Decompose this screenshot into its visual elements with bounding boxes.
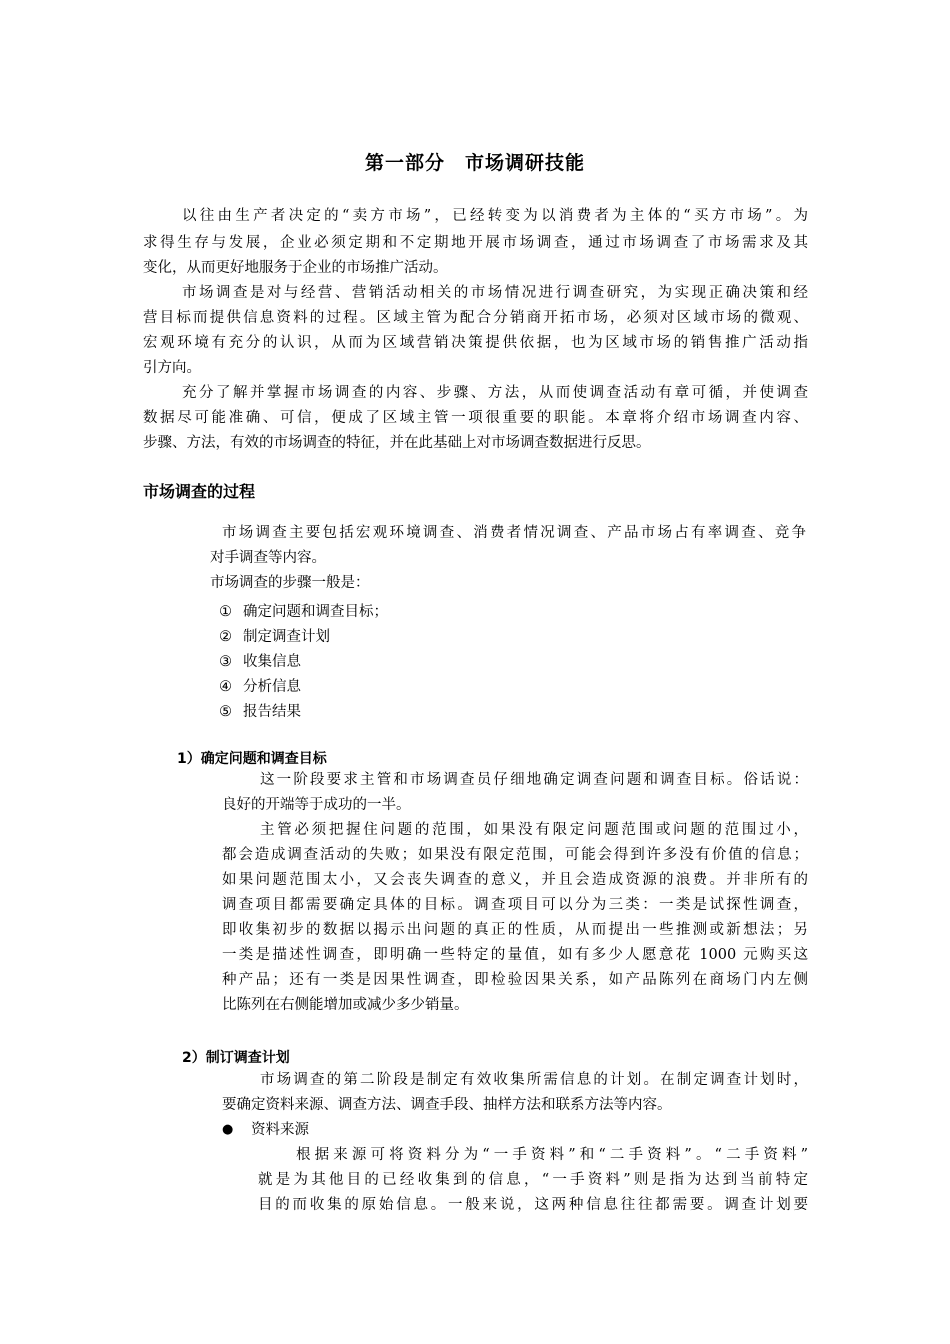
intro-p1-line-2: 求得生存与发展，企业必须定期和不定期地开展市场调查，通过市场调查了市场需求及其 bbox=[143, 235, 808, 251]
section-heading: 市场调查的过程 bbox=[143, 482, 256, 501]
page-title: 第一部分 市场调研技能 bbox=[364, 152, 585, 174]
section-content-line-2: 对手调查等内容。 bbox=[210, 550, 326, 566]
intro-p2-line-4: 引方向。 bbox=[143, 360, 201, 376]
intro-p1-line-3: 变化，从而更好地服务于企业的市场推广活动。 bbox=[143, 260, 448, 276]
intro-p2-line-3: 宏观环境有充分的认识，从而为区域营销决策提供依据，也为区域市场的销售推广活动指 bbox=[143, 335, 808, 351]
step-label: 制定调查计划 bbox=[243, 629, 330, 645]
step-number: ⑤ bbox=[219, 704, 232, 720]
step-number: ② bbox=[219, 629, 232, 645]
subsection-2-heading: 2）制订调查计划 bbox=[182, 1050, 290, 1066]
sub1-p2-line-8: 比陈列在右侧能增加或减少多少销量。 bbox=[222, 997, 469, 1013]
step-item bbox=[219, 650, 301, 671]
sub1-p1-line-1: 这一阶段要求主管和市场调查员仔细地确定调查问题和调查目标。俗话说： bbox=[260, 772, 808, 788]
sub2-p1-line-1: 市场调查的第二阶段是制定有效收集所需信息的计划。在制定调查计划时， bbox=[260, 1072, 808, 1088]
step-number: ③ bbox=[219, 654, 232, 670]
intro-p2-line-2: 营目标而提供信息资料的过程。区域主管为配合分销商开拓市场，必须对区域市场的微观、 bbox=[143, 310, 808, 326]
step-label: 确定问题和调查目标； bbox=[243, 604, 388, 620]
intro-p3-line-2: 数据尽可能准确、可信，便成了区域主管一项很重要的职能。本章将介绍市场调查内容、 bbox=[143, 410, 808, 426]
sub1-p2-line-6: 一类是描述性调查，即明确一些特定的量值，如有多少人愿意花 1000 元购买这 bbox=[222, 947, 808, 963]
step-item bbox=[219, 675, 301, 696]
bullet-label: 资料来源 bbox=[251, 1122, 309, 1138]
sub1-p2-line-2: 都会造成调查活动的失败；如果没有限定范围，可能会得到许多没有价值的信息； bbox=[222, 847, 808, 863]
bullet-text-line-3: 目的而收集的原始信息。一般来说，这两种信息往往都需要。调查计划要 bbox=[258, 1197, 808, 1213]
step-number: ① bbox=[219, 604, 232, 620]
sub1-p2-line-7: 种产品；还有一类是因果性调查，即检验因果关系，如产品陈列在商场门内左侧 bbox=[222, 972, 808, 988]
section-content-line-1: 市场调查主要包括宏观环境调查、消费者情况调查、产品市场占有率调查、竞争 bbox=[222, 525, 806, 541]
sub1-p2-line-3: 如果问题范围太小，又会丧失调查的意义，并且会造成资源的浪费。并非所有的 bbox=[222, 872, 808, 888]
step-label: 分析信息 bbox=[243, 679, 301, 695]
sub1-p2-line-4: 调查项目都需要确定具体的目标。调查项目可以分为三类：一类是试探性调查， bbox=[222, 897, 808, 913]
step-label: 收集信息 bbox=[243, 654, 301, 670]
step-label: 报告结果 bbox=[243, 704, 301, 720]
sub1-p2-line-1: 主管必须把握住问题的范围，如果没有限定问题范围或问题的范围过小， bbox=[260, 822, 808, 838]
intro-p3-line-1: 充分了解并掌握市场调查的内容、步骤、方法，从而使调查活动有章可循，并使调查 bbox=[182, 385, 808, 401]
step-item bbox=[219, 600, 388, 621]
subsection-1-heading: 1）确定问题和调查目标 bbox=[177, 751, 327, 767]
steps-intro: 市场调查的步骤一般是： bbox=[210, 575, 370, 591]
bullet-dot-icon: ● bbox=[222, 1122, 234, 1137]
intro-p2-line-1: 市场调查是对与经营、营销活动相关的市场情况进行调查研究，为实现正确决策和经 bbox=[182, 285, 808, 301]
sub2-p1-line-2: 要确定资料来源、调查方法、调查手段、抽样方法和联系方法等内容。 bbox=[222, 1097, 672, 1113]
step-number: ④ bbox=[219, 679, 232, 695]
step-item bbox=[219, 625, 330, 646]
bullet-text-line-2: 就是为其他目的已经收集到的信息，“一手资料”则是指为达到当前特定 bbox=[258, 1172, 808, 1188]
step-item bbox=[219, 700, 301, 721]
sub1-p1-line-2: 良好的开端等于成功的一半。 bbox=[222, 797, 411, 813]
intro-p3-line-3: 步骤、方法，有效的市场调查的特征，并在此基础上对市场调查数据进行反思。 bbox=[143, 435, 651, 451]
sub1-p2-line-5: 即收集初步的数据以揭示出问题的真正的性质，从而提出一些推测或新想法；另 bbox=[222, 922, 808, 938]
bullet-text-line-1: 根据来源可将资料分为“一手资料”和“二手资料”。“二手资料” bbox=[296, 1147, 808, 1163]
intro-p1-line-1: 以往由生产者决定的“卖方市场”，已经转变为以消费者为主体的“买方市场”。为 bbox=[182, 208, 808, 224]
